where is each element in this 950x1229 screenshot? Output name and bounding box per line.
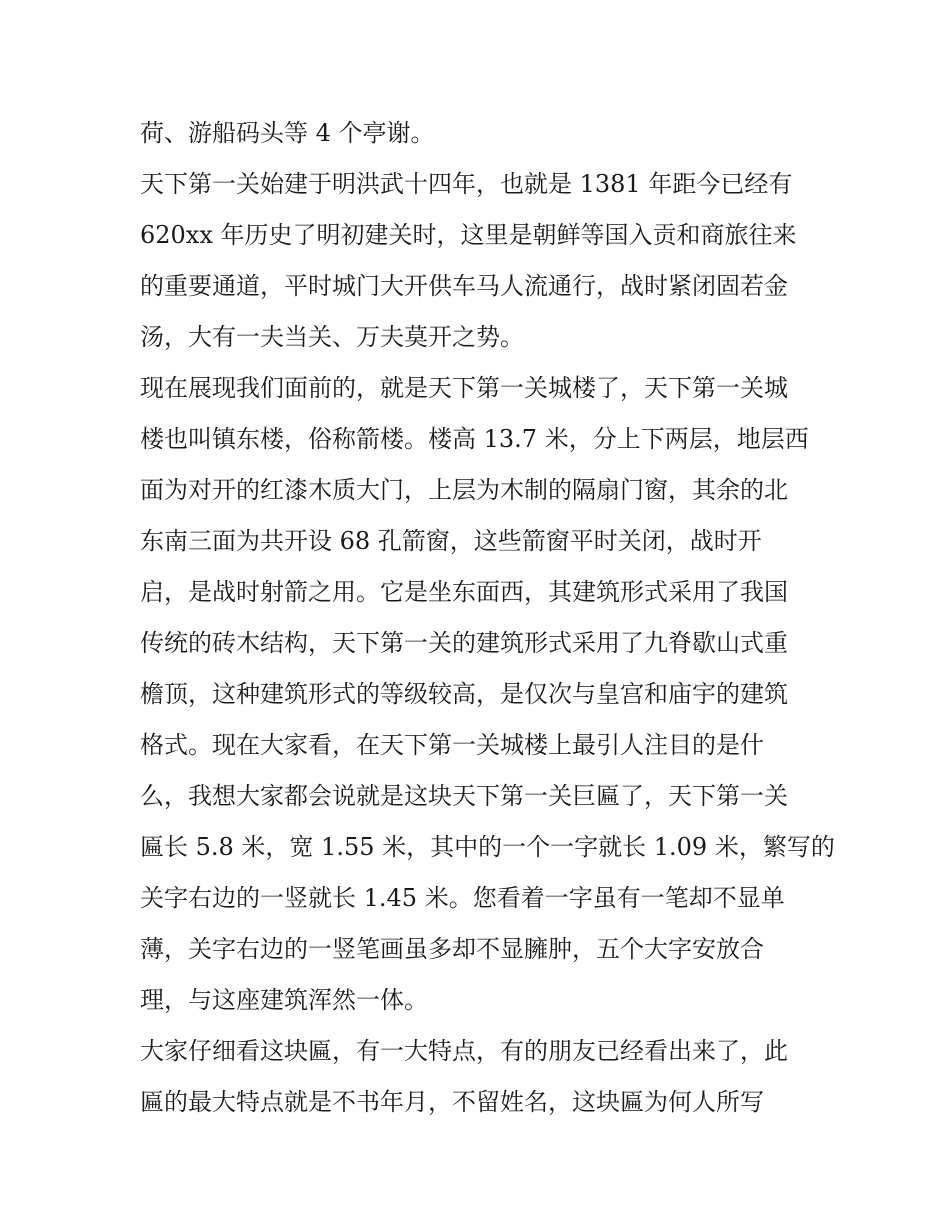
text-line-9: 东南三面为共开设 68 孔箭窗，这些箭窗平时关闭，战时开 <box>140 527 762 555</box>
text-line-8: 面为对开的红漆木质大门，上层为木制的隔扇门窗，其余的北 <box>140 476 788 504</box>
text-line-10: 启，是战时射箭之用。它是坐东面西，其建筑形式采用了我国 <box>140 578 788 606</box>
text-line-4: 的重要通道，平时城门大开供车马人流通行，战时紧闭固若金 <box>140 272 788 300</box>
text-line-13: 格式。现在大家看，在天下第一关城楼上最引人注目的是什 <box>140 731 764 759</box>
text-line-5: 汤，大有一夫当关、万夫莫开之势。 <box>140 323 524 351</box>
text-line-14: 么，我想大家都会说就是这块天下第一关巨匾了，天下第一关 <box>140 782 788 810</box>
text-line-11: 传统的砖木结构，天下第一关的建筑形式采用了九脊歇山式重 <box>140 629 788 657</box>
text-line-3: 620xx 年历史了明初建关时，这里是朝鲜等国入贡和商旅往来 <box>140 221 797 249</box>
text-line-12: 檐顶，这种建筑形式的等级较高，是仅次与皇宫和庙宇的建筑 <box>140 680 788 708</box>
text-line-15: 匾长 5.8 米，宽 1.55 米，其中的一个一字就长 1.09 米，繁写的 <box>140 833 835 861</box>
text-line-18: 理，与这座建筑浑然一体。 <box>140 986 428 1014</box>
text-line-17: 薄，关字右边的一竖笔画虽多却不显臃肿，五个大字安放合 <box>140 935 764 963</box>
text-line-1: 荷、游船码头等 4 个亭谢。 <box>140 119 435 147</box>
body-text <box>140 108 835 1128</box>
text-line-16: 关字右边的一竖就长 1.45 米。您看着一字虽有一笔却不显单 <box>140 884 785 912</box>
text-line-7: 楼也叫镇东楼，俗称箭楼。楼高 13.7 米，分上下两层，地层西 <box>140 425 809 453</box>
text-line-19: 大家仔细看这块匾，有一大特点，有的朋友已经看出来了，此 <box>140 1037 788 1065</box>
text-line-6: 现在展现我们面前的，就是天下第一关城楼了，天下第一关城 <box>140 374 788 402</box>
text-line-20: 匾的最大特点就是不书年月，不留姓名，这块匾为何人所写 <box>140 1088 764 1116</box>
text-line-2: 天下第一关始建于明洪武十四年，也就是 1381 年距今已经有 <box>140 170 793 198</box>
